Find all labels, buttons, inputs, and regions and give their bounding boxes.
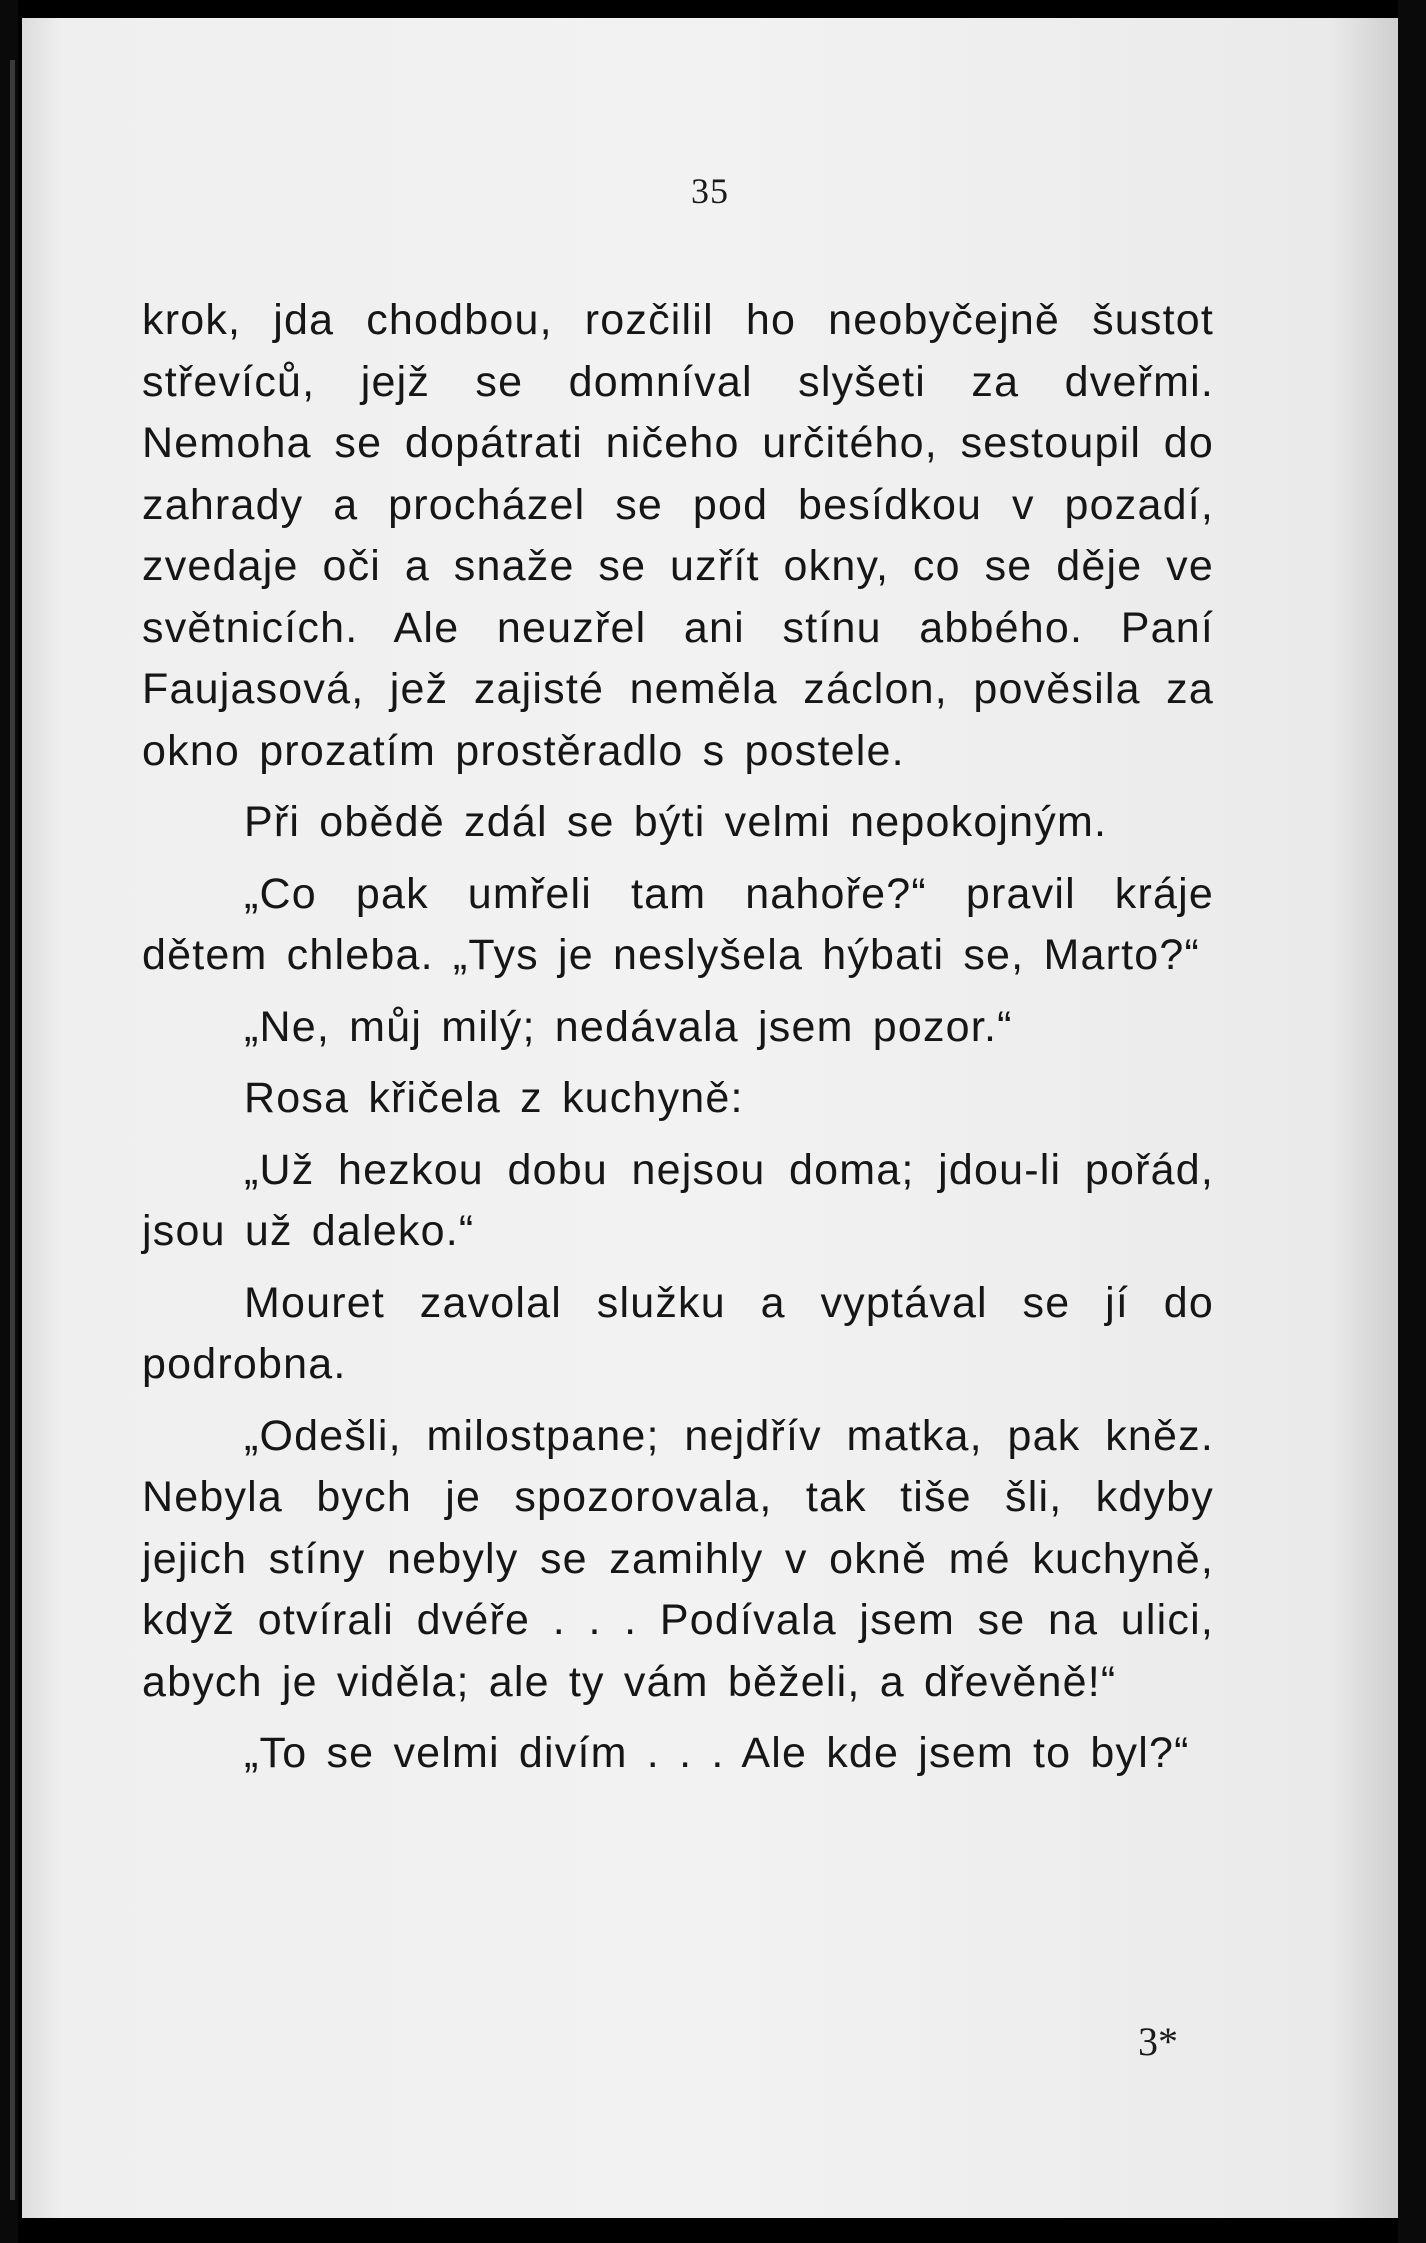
paragraph-3: „Co pak umřeli tam nahoře?“ pravil kráje dětem chleba. „Tys je neslyšela hýbati se, Marto?“ — [142, 869, 1214, 979]
paragraph-8: „Odešli, milostpane; nejdřív matka, pak kněz. Nebyla bych je spozorovala, tak tiše šli, kdyby jejich stíny nebyly se zamihly v okně mé kuchyně, když otvírali dvéře . . . Podívala jsem se na ulici, abych je viděla; ale ty vám běželi, a dřevěně!“ — [142, 1411, 1214, 1706]
paragraph-1: krok, jda chodbou, rozčilil ho neobyčejně šustot střevíců, jejž se domníval slyšeti za dveřmi. Nemoha se dopátrati ničeho určitého, sestoupil do zahrady a procházel se pod besídkou v pozadí, zvedaje oči a snaže se uzřít okny, co se děje ve světnicích. Ale neuzřel ani stínu abbého. Paní Faujasová, jež zajisté neměla záclon, pověsila za okno prozatím prostěradlo s postele. — [142, 296, 1214, 775]
paragraph-2: Při obědě zdál se býti velmi nepokojným. — [244, 798, 1108, 846]
paragraph-6: „Už hezkou dobu nejsou doma; jdou-li pořád, jsou už daleko.“ — [142, 1145, 1214, 1255]
paragraph-9: „To se velmi divím . . . Ale kde jsem to byl?“ — [244, 1729, 1190, 1777]
binding-gutter — [10, 60, 15, 2200]
paragraph-5: Rosa křičela z kuchyně: — [244, 1074, 744, 1122]
body-text — [142, 290, 1214, 1785]
book-page — [22, 18, 1398, 2218]
signature-mark: 3* — [1138, 2019, 1178, 2064]
left-scan-border — [0, 0, 18, 2243]
paragraph-4: „Ne, můj milý; nedávala jsem pozor.“ — [244, 1002, 1013, 1051]
page-number: 35 — [691, 171, 729, 211]
right-scan-border — [1398, 0, 1426, 2243]
paragraph-7: Mouret zavolal služku a vyptával se jí do podrobna. — [142, 1278, 1214, 1388]
